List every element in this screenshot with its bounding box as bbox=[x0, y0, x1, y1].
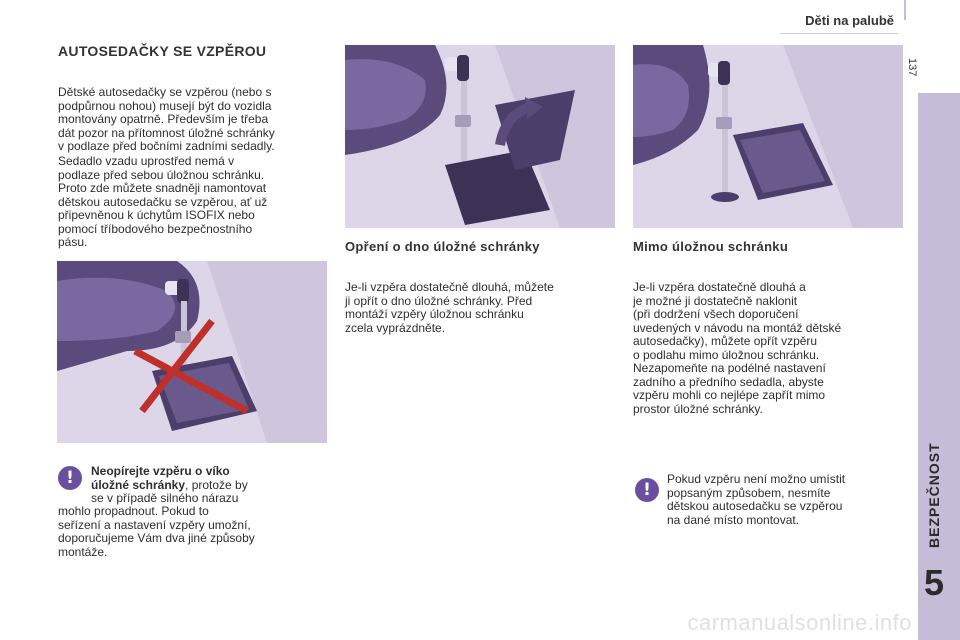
text-line: mohlo propadnout. Pokud to bbox=[58, 504, 209, 518]
intro-paragraph bbox=[58, 86, 333, 154]
text-line: úložné schránky, protože by bbox=[91, 477, 248, 492]
text-line: Sedadlo vzadu uprostřed nemá v bbox=[58, 154, 235, 168]
text-line: Dětské autosedačky se vzpěrou (nebo s bbox=[58, 85, 272, 99]
page-number: 137 bbox=[906, 58, 918, 77]
text-line: podpůrnou nohou) musejí být do vozidla bbox=[58, 98, 272, 113]
warning-left-body bbox=[58, 505, 333, 559]
text-line: popsaným způsobem, nesmíte bbox=[667, 485, 831, 500]
text-line: pásu. bbox=[58, 235, 88, 249]
header-rule bbox=[780, 33, 898, 34]
watermark: carmanualsonline.info bbox=[687, 610, 912, 635]
text-line: uvedených v návodu na montáž dětské bbox=[633, 320, 842, 335]
chapter-number: 5 bbox=[924, 562, 945, 603]
right-column-body bbox=[633, 281, 908, 416]
chapter-label: BEZPEČNOST bbox=[926, 442, 942, 548]
illustration-leg-in-compartment bbox=[345, 45, 615, 228]
text-line: Je-li vzpěra dostatečně dlouhá a bbox=[633, 280, 806, 294]
text-line: zcela vyprázdněte. bbox=[345, 320, 446, 335]
text-line: Nezapomeňte na podélné nastavení bbox=[633, 361, 826, 375]
text-line: na dané místo montovat. bbox=[667, 512, 800, 527]
middle-column-title: Opření o dno úložné schránky bbox=[345, 239, 540, 254]
illustration-leg-on-lid-forbidden bbox=[57, 261, 327, 443]
tab-marker bbox=[904, 0, 906, 20]
text-line: zadního a předního sedadla, abyste bbox=[633, 374, 824, 389]
text-line: připevněnou k úchytům ISOFIX nebo bbox=[58, 208, 255, 222]
text-line: v podlaze před bočními zadními sedadly. bbox=[58, 139, 275, 153]
text-line: dát pozor na přítomnost úložné schránky bbox=[58, 125, 275, 140]
text-line: Proto zde můžete snadněji namontovat bbox=[58, 181, 267, 195]
text-line: Je-li vzpěra dostatečně dlouhá, můžete bbox=[345, 280, 554, 294]
chapter-tab bbox=[918, 93, 960, 640]
text-line: je možné ji dostatečně naklonit bbox=[633, 293, 798, 308]
text-line: seřízení a nastavení vzpěry umožní, bbox=[58, 517, 251, 532]
text-line: montáží vzpěry úložnou schránku bbox=[345, 307, 524, 321]
section-title: AUTOSEDAČKY SE VZPĚROU bbox=[58, 43, 267, 59]
warning-right-body bbox=[667, 473, 907, 527]
exclamation-icon: ! bbox=[58, 466, 82, 490]
text-line: montáže. bbox=[58, 544, 108, 559]
text-line: doporučujeme Vám dva jiné způsoby bbox=[58, 531, 255, 545]
text-line: dětskou autosedačku se vzpěrou bbox=[667, 499, 843, 513]
right-column-title: Mimo úložnou schránku bbox=[633, 239, 789, 254]
text-line: prostor úložné schránky. bbox=[633, 401, 763, 416]
text-line: se v případě silného nárazu bbox=[91, 491, 239, 505]
center-seat-paragraph bbox=[58, 155, 333, 250]
exclamation-icon: ! bbox=[635, 478, 659, 502]
illustration-leg-outside-compartment bbox=[633, 45, 903, 228]
text-line: (při dodržení všech doporučení bbox=[633, 307, 799, 321]
text-line: pomocí tříbodového bezpečnostního bbox=[58, 221, 253, 236]
text-line: vzpěru mohli co nejlépe zapřít mimo bbox=[633, 388, 826, 402]
text-line: o podlahu mimo úložnou schránku. bbox=[633, 347, 820, 362]
middle-column-body bbox=[345, 281, 620, 335]
text-line: Neopírejte vzpěru o víko bbox=[91, 464, 230, 478]
text-line: podlaze před sebou úložnou schránku. bbox=[58, 167, 265, 182]
text-line: autosedačky), můžete opřít vzpěru bbox=[633, 334, 818, 348]
running-header: Děti na palubě bbox=[805, 13, 894, 28]
warning-left-head bbox=[91, 465, 331, 506]
text-line: ji opřít o dno úložné schránky. Před bbox=[345, 293, 533, 308]
text-line: montovány opatrně. Především je třeba bbox=[58, 112, 269, 126]
text-line: dětskou autosedačku se vzpěrou, ať už bbox=[58, 194, 268, 209]
text-line: Pokud vzpěru není možno umístit bbox=[667, 472, 846, 486]
